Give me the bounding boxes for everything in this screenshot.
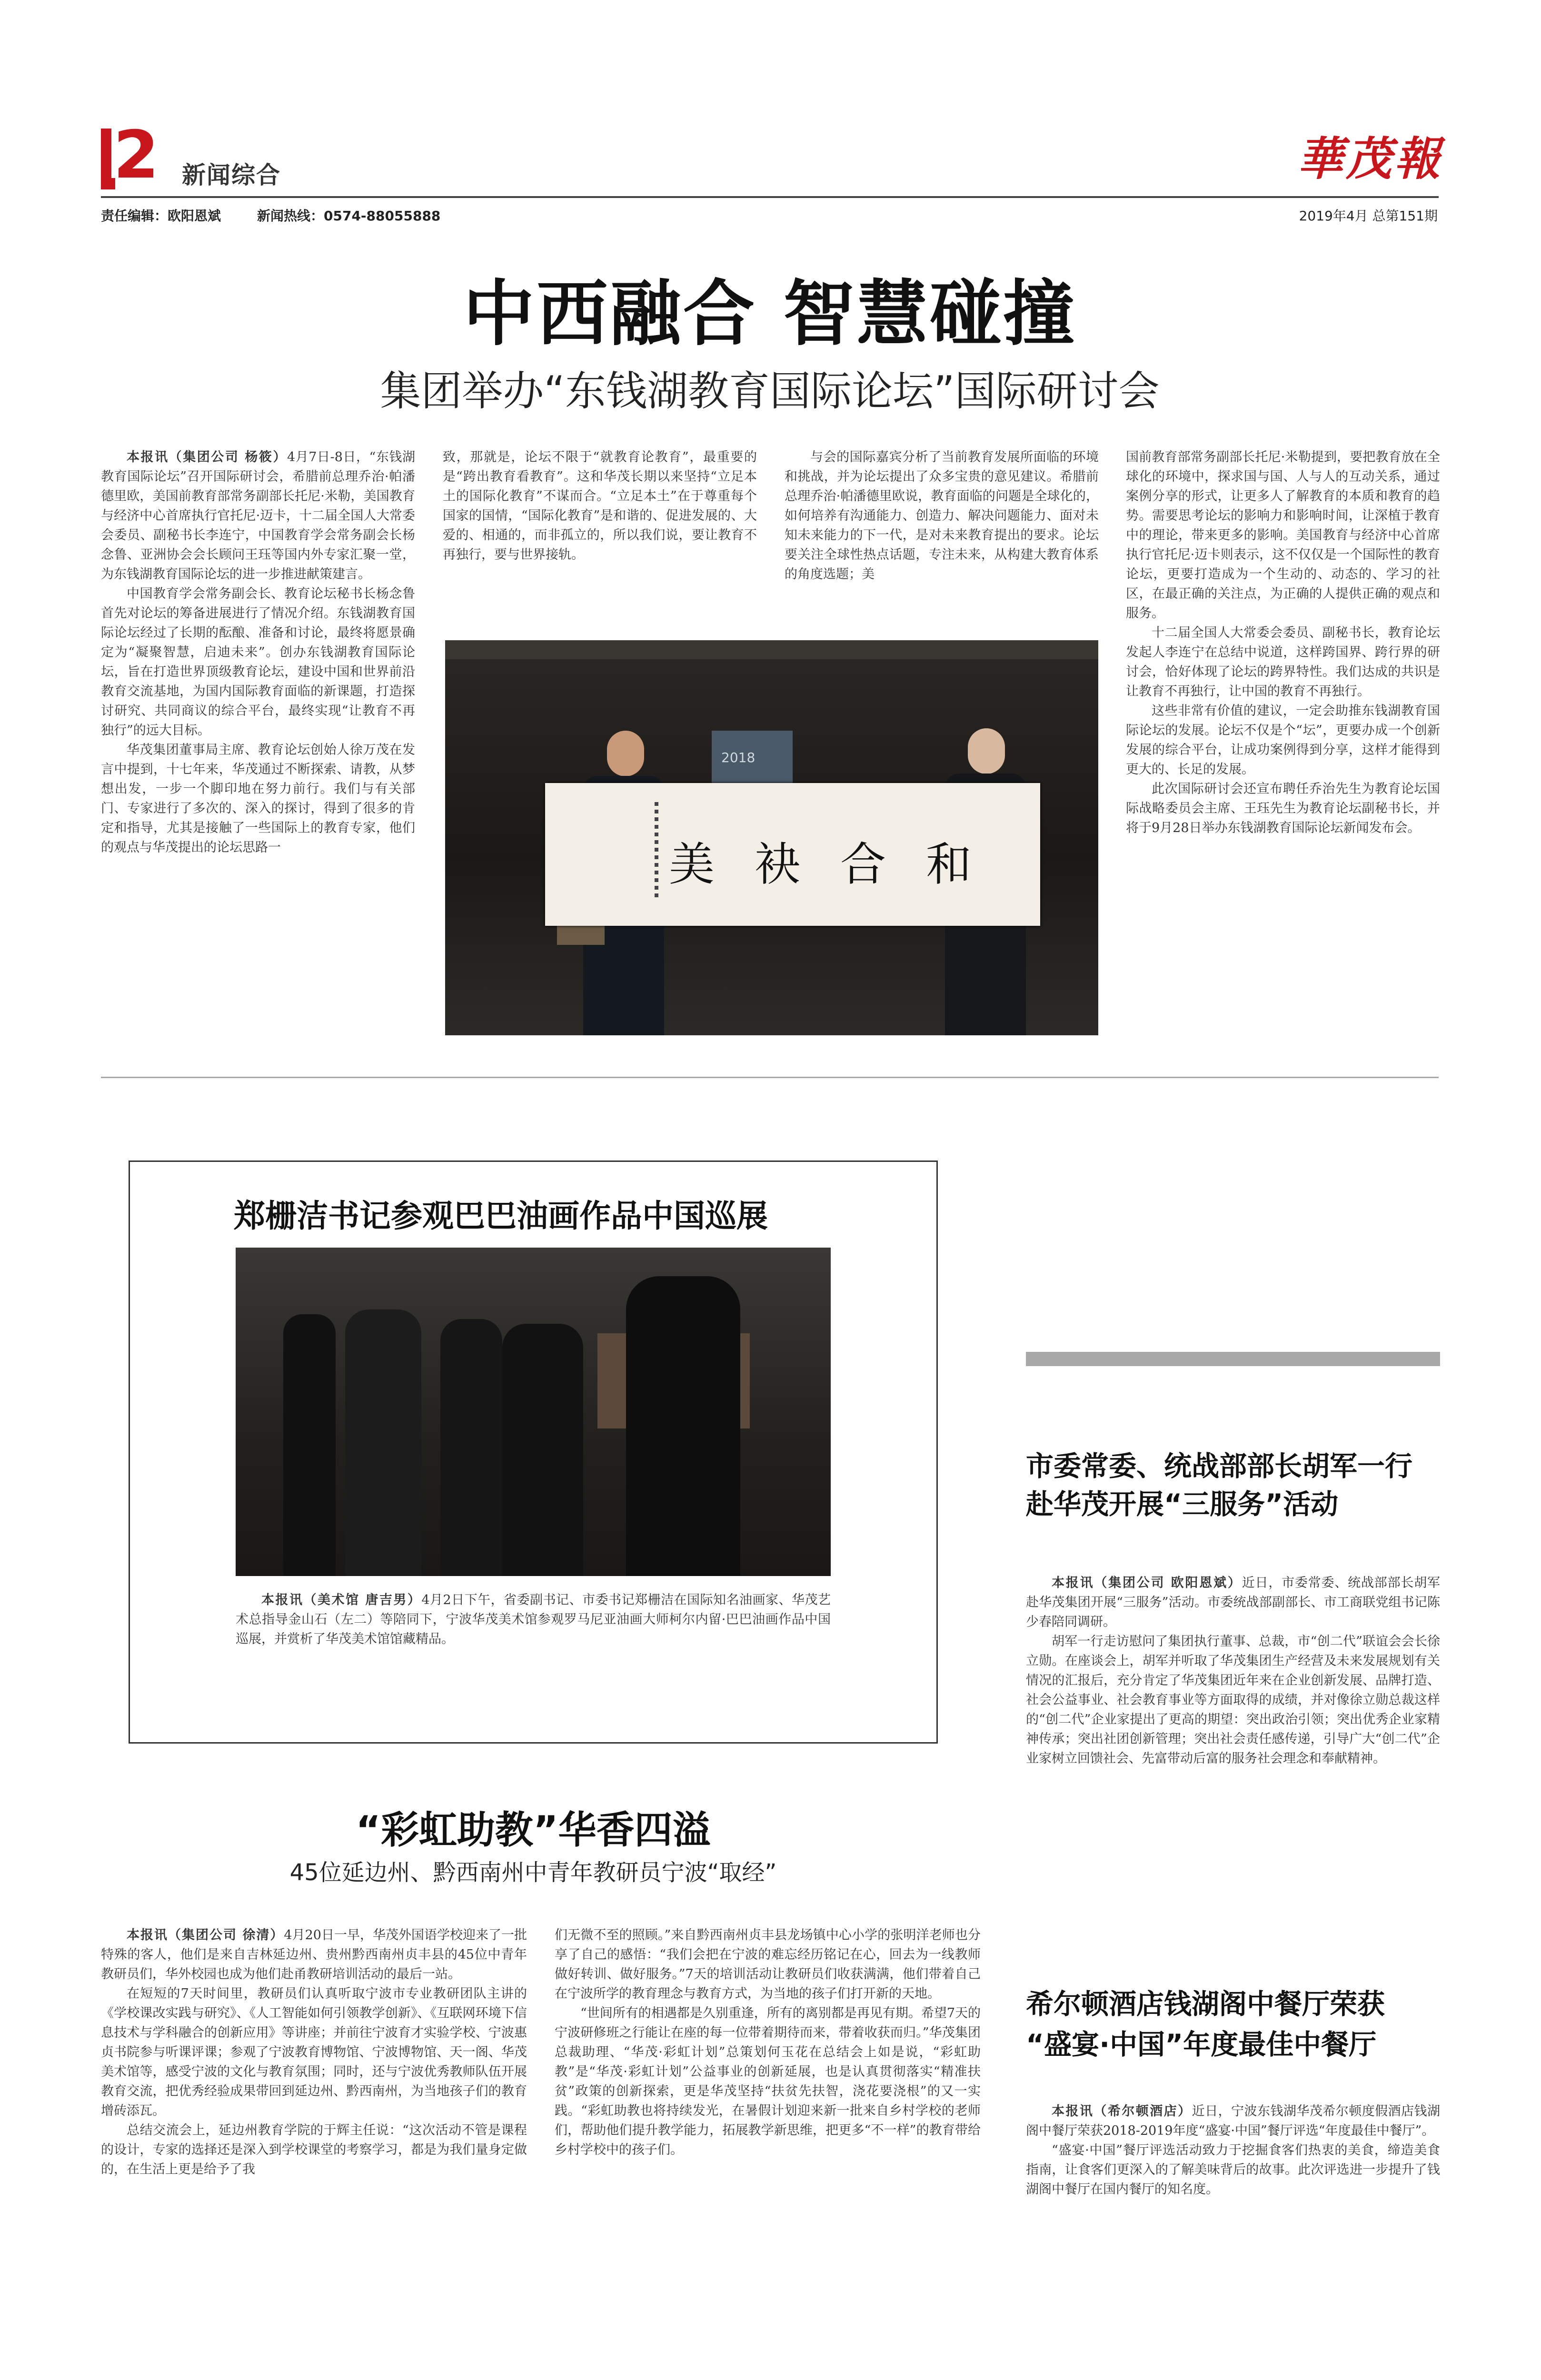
calligraphy-scroll <box>545 783 1040 926</box>
lead-subheadline: 集团举办“东钱湖教育国际论坛”国际研讨会 <box>380 367 1160 415</box>
box-person-2 <box>345 1309 421 1576</box>
issue-info: 2019年4月 总第151期 <box>1299 208 1438 224</box>
scroll-char-3: 袂 <box>755 838 800 891</box>
page-number-badge <box>101 117 159 193</box>
lead-photo <box>445 640 1098 1035</box>
section-name: 新闻综合 <box>182 161 281 189</box>
story2-body: 本报讯（希尔顿酒店）近日，宁波东钱湖华茂希尔顿度假酒店钱湖阁中餐厅荣获2018-2019年度“盛宴·中国”餐厅评选“年度最佳中餐厅”。 “盛宴·中国”餐厅评选活动致力于挖掘食客们热衷的美食，缔造美食指南，让食客们更深入的了解美味背后的故事。此次评选进一步提升了钱湖阁中餐厅在国内餐厅的知名度。 <box>1026 2104 1440 2197</box>
box-headline: 郑栅洁书记参观巴巴油画作品中国巡展 <box>234 1198 768 1234</box>
rainbow-headline: “彩虹助教”华香四溢 <box>356 1808 711 1852</box>
rainbow-column-2: 们无微不至的照顾。”来自黔西南州贞丰县龙场镇中心小学的张明洋老师也分享了自己的感悟：“我们会把在宁波的难忘经历铭记在心，回去为一线教师做好转训、做好服务。”7天的培训活动让教研员们收获满满，他们带着自己在宁波所学的教育理念与教育方式，为当地的孩子们打开新的天地。 “世间所有的相遇都是久别重逢，所有的离别都是再见有期。希望7天的宁波研修班之行能让在座的每一位带着期待而来，带着收获而归。”华茂集团总裁助理、“华茂·彩虹计划”总策划何玉花在总结会上如是说，“彩虹助教”是“华茂·彩虹计划”公益事业的创新延展，也是认真贯彻落实“精准扶贫”政策的创新探索，更是华茂坚持“扶贫先扶智，浇花要浇根”的又一实践。“彩虹助教也将持续发光，在暑假计划迎来新一批来自乡村学校的老师们，帮助他们提升教学能力，拓展教学新思维，把更多“不一样”的教育带给乡村学校中的孩子们。 <box>555 1928 981 2157</box>
news-hotline: 新闻热线：0574-88055888 <box>257 208 441 224</box>
story1-byline: 本报讯（集团公司 欧阳恩斌） <box>1052 1576 1242 1590</box>
page-number: 2 <box>113 117 159 193</box>
scroll-char-1: 和 <box>926 838 972 891</box>
section-divider <box>101 1077 1439 1078</box>
lead-column-2: 致，那就是，论坛不限于“就教育论教育”，最重要的是“跨出教育看教育”。这和华茂长期以来坚持“立足本土的国际化教育”不谋而合。“立足本土”在于尊重每个国家的国情，“国际化教育”是和谐的、促进发展的、大爱的、相通的，而非孤立的，所以我们说，要让教育不再独行，要与世界接轨。 <box>443 450 757 562</box>
story1-headline-line2: 赴华茂开展“三服务”活动 <box>1026 1488 1339 1520</box>
art-exhibit-box <box>129 1160 938 1744</box>
lead-column-3: 与会的国际嘉宾分析了当前教育发展所面临的环境和挑战，并为论坛提出了众多宝贵的意见建议。希腊前总理乔治·帕潘德里欧说，教育面临的问题是全球化的，如何培养有沟通能力、创造力、解决问题能力、面对未知未来能力的下一代，是对未来教育提出的要求。论坛要关注全球性热点话题，专注未来，从构建大教育体系的角度选题；美 <box>785 450 1099 582</box>
rainbow-byline: 本报讯（集团公司 徐清） <box>127 1928 284 1943</box>
lead-headline: 中西融合 智慧碰撞 <box>463 273 1077 356</box>
lead-column-4: 国前教育部常务副部长托尼·米勒提到，要把教育放在全球化的环境中，探求国与国、人与人的互动关系，通过案例分享的形式，让更多人了解教育的本质和教育的趋势。需要思考论坛的影响力和影响时间，让深植于教育中的理论，带来更多的影响。美国教育与经济中心首席执行官托尼·迈卡则表示，这不仅仅是一个国际性的教育论坛，更要打造成为一个生动的、动态的、学习的社区，在最正确的关注点，为正确的人提供正确的观点和服务。 十二届全国人大常委会委员、副秘书长，教育论坛发起人李连宁在总结中说道，这样跨国界、跨行界的研讨会，恰好体现了论坛的跨界特性。我们达成的共识是让教育不再独行，让中国的教育不再独行。 这些非常有价值的建议，一定会助推东钱湖教育国际论坛的发展。论坛不仅是个“坛”，更要办成一个创新发展的综合平台，让成功案例得到分享，这样才能得到更大的、长足的发展。 此次国际研讨会还宣布聘任乔治先生为教育论坛国际战略委员会主席、王珏先生为教育论坛副秘书长，并将于9月28日举办东钱湖教育国际论坛新闻发布会。 <box>1126 450 1440 835</box>
photo-screen-text: 2018 <box>721 750 756 765</box>
story2-headline-line1: 希尔顿酒店钱湖阁中餐厅荣获 <box>1026 1988 1385 2020</box>
scroll-seal <box>655 802 658 897</box>
box-photo <box>236 1248 831 1576</box>
rainbow-column-1: 本报讯（集团公司 徐清）4月20日一早，华茂外国语学校迎来了一批特殊的客人，他们是来自吉林延边州、贵州黔西南州贞丰县的45位中青年教研员们，华外校园也成为他们赴甬教研培训活动的最后一站。 在短短的7天时间里，教研员们认真听取宁波市专业教研团队主讲的《学校课改实践与研究》、《人工智能如何引领教学创新》、《互联网环境下信息技术与学科融合的创新应用》等讲座；并前往宁波育才实验学校、宁波惠贞书院参与听课评课；参观了宁波教育博物馆、宁波博物馆、天一阁、华茂美术馆等，感受宁波的文化与教育氛围；同时，还与宁波优秀教师队伍开展教育交流，把优秀经验成果带回到延边州、黔西南州，为当地孩子们的教育增砖添瓦。 总结交流会上，延边州教育学院的于辉主任说：“这次活动不管是课程的设计，专家的选择还是深入到学校课堂的考察学习，都是为我们量身定做的，在生活上更是给予了我 <box>101 1928 527 2177</box>
page-header <box>0 0 1541 228</box>
box-caption: 本报讯（美术馆 唐吉男）4月2日下午，省委副书记、市委书记郑栅洁在国际知名油画家、华茂艺术总指导金山石（左二）等陪同下，宁波华茂美术馆参观罗马尼亚油画大师柯尔内留·巴巴油画作品中国巡展，并赏析了华茂美术馆馆藏精品。 <box>236 1593 831 1646</box>
story2-headline-line2: “盛宴·中国”年度最佳中餐厅 <box>1026 2028 1377 2061</box>
scroll-char-4: 美 <box>669 838 715 891</box>
photo-spotlight <box>445 640 1098 659</box>
box-byline: 本报讯（美术馆 唐吉男） <box>261 1593 422 1607</box>
story2-byline: 本报讯（希尔顿酒店） <box>1052 2104 1192 2119</box>
story1-body: 本报讯（集团公司 欧阳恩斌）近日，市委常委、统战部部长胡军赴华茂集团开展“三服务”活动。市委统战部副部长、市工商联党组书记陈少春陪同调研。 胡军一行走访慰问了集团执行董事、总裁，市“创二代”联谊会会长徐立勋。在座谈会上，胡军并听取了华茂集团生产经营及未来发展规划有关情况的汇报后，充分肯定了华茂集团近年来在企业创新发展、品牌打造、社会公益事业、社会教育事业等方面取得的成绩，并对像徐立勋总裁这样的“创二代”企业家提出了更高的期望：突出政治引领；突出优秀企业家精神传承；突出社团创新管理；突出社会责任感传递，引导广大“创二代”企业家树立回馈社会、先富带动后富的服务社会理念和奉献精神。 <box>1026 1576 1440 1766</box>
header-rule <box>101 196 1439 198</box>
editor-credit: 责任编辑：欧阳恩斌 <box>101 208 221 224</box>
box-person-5 <box>626 1276 740 1576</box>
rainbow-subheadline: 45位延边州、黔西南州中青年教研员宁波“取经” <box>289 1859 777 1886</box>
paper-name-logo: 華茂報 <box>1297 132 1443 186</box>
box-person-4 <box>502 1324 583 1576</box>
right-column-bar <box>1026 1352 1440 1366</box>
box-person-3 <box>440 1319 502 1576</box>
box-person-1 <box>283 1314 336 1576</box>
lead-byline: 本报讯（集团公司 杨筱） <box>127 450 288 465</box>
scroll-char-2: 合 <box>840 838 886 891</box>
story1-headline-line1: 市委常委、统战部部长胡军一行 <box>1026 1450 1413 1482</box>
lead-column-1: 本报讯（集团公司 杨筱）4月7日-8日，“东钱湖教育国际论坛”召开国际研讨会，希腊前总理乔治·帕潘德里欧，美国前教育部常务副部长托尼·米勒，美国教育与经济中心首席执行官托尼·迈卡，十二届全国人大常委会委员、副秘书长李连宁，中国教育学会常务副会长杨念鲁、亚洲协会会长顾问王珏等国内外专家汇聚一堂，为东钱湖教育国际论坛的进一步推进献策建言。 中国教育学会常务副会长、教育论坛秘书长杨念鲁首先对论坛的筹备进展进行了情况介绍。东钱湖教育国际论坛经过了长期的酝酿、准备和讨论，最终将愿景确定为“凝聚智慧，启迪未来”。创办东钱湖教育国际论坛，旨在打造世界顶级教育论坛，建设中国和世界前沿教育交流基地，为国内国际教育面临的新课题，打造探讨研究、共同商议的综合平台，最终实现“让教育不再独行”的远大目标。 华茂集团董事局主席、教育论坛创始人徐万茂在发言中提到，十七年来，华茂通过不断探索、请教，从梦想出发，一步一个脚印地在努力前行。我们与有关部门、专家进行了多次的、深入的探讨，得到了很多的肯定和指导，尤其是接触了一些国际上的教育专家，他们的观点与华茂提出的论坛思路一 <box>101 450 415 855</box>
